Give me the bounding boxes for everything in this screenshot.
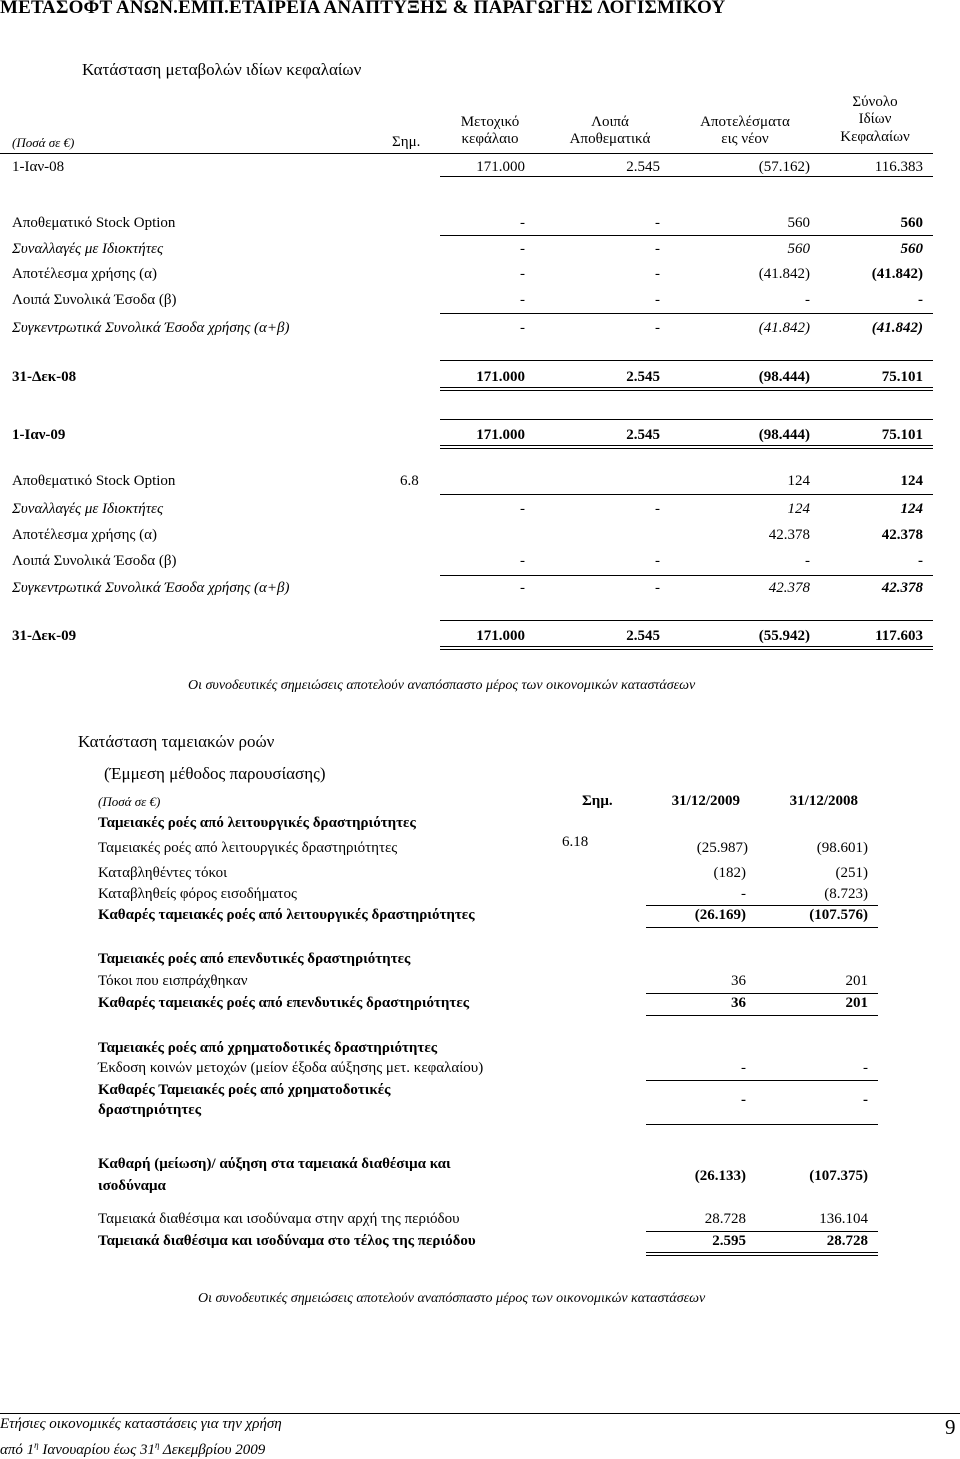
cashflow-row-2009: (25.987)	[696, 840, 748, 856]
equity-row-retained-earnings: 560	[787, 215, 810, 231]
cashflow-currency-label: (Ποσά σε €)	[98, 794, 161, 809]
row-rule	[646, 1080, 878, 1081]
equity-currency-label: (Ποσά σε €)	[12, 135, 75, 150]
equity-row-label: Συγκεντρωτικά Συνολικά Έσοδα χρήσης (α+β)	[12, 320, 290, 336]
equity-row-label: Λοιπά Συνολικά Έσοδα (β)	[12, 292, 177, 308]
col-total-equity-line3: Κεφαλαίων	[840, 128, 910, 145]
col-other-reserves-header	[555, 114, 665, 149]
row-rule	[646, 1231, 878, 1232]
col-total-equity-line1: Σύνολο	[852, 94, 898, 110]
equity-row-retained-earnings: (98.444)	[758, 369, 810, 385]
col-total-equity-line2: Ιδίων	[858, 111, 892, 128]
cashflow-row-2009: -	[741, 1092, 746, 1108]
row-rule	[440, 313, 933, 314]
equity-row-other-reserves: -	[655, 501, 660, 517]
equity-row-retained-earnings: -	[805, 292, 810, 308]
col-other-reserves-line1: Λοιπά	[591, 114, 629, 130]
cashflow-section-heading: Ταμειακές ροές από επενδυτικές δραστηριότητες	[98, 951, 411, 967]
cashflow-col-2009: 31/12/2009	[671, 793, 740, 809]
equity-row-total: -	[918, 292, 923, 308]
cashflow-row-2008: 201	[845, 973, 868, 989]
equity-row-label: Συναλλαγές με Ιδιοκτήτες	[12, 501, 164, 517]
cashflow-col-2008: 31/12/2008	[789, 793, 858, 809]
equity-row-other-reserves: -	[655, 580, 660, 596]
equity-row-label: 31-Δεκ-09	[12, 628, 77, 644]
equity-row-label: 31-Δεκ-08	[12, 369, 77, 385]
cashflow-row-label-line2: ισοδύναμα	[98, 1178, 166, 1195]
company-name: ΜΕΤΑΣΟΦΤ ΑΝΩΝ.ΕΜΠ.ΕΤΑΙΡΕΙΑ ΑΝΑΠΤΥΞΗΣ & ΠΑΡΑΓΩΓΗΣ ΛΟΓΙΣΜΙΚΟΥ	[0, 0, 726, 18]
equity-statement-title: Κατάσταση μεταβολών ιδίων κεφαλαίων	[82, 60, 362, 79]
equity-row-share-capital: -	[520, 553, 525, 569]
equity-row-other-reserves: -	[655, 266, 660, 282]
row-rule	[646, 905, 878, 906]
col-other-reserves-line2: Αποθεματικά	[569, 131, 651, 148]
cashflow-section-heading: Ταμειακές ροές από χρηματοδοτικές δραστηριότητες	[98, 1040, 438, 1056]
equity-row-label: Συναλλαγές με Ιδιοκτήτες	[12, 241, 164, 257]
double-rule	[646, 1252, 878, 1256]
equity-row-label: Λοιπά Συνολικά Έσοδα (β)	[12, 553, 177, 569]
equity-row-other-reserves: 2.545	[626, 628, 660, 644]
cashflow-note-header: Σημ.	[582, 793, 613, 809]
equity-row-retained-earnings: (41.842)	[758, 320, 810, 336]
cashflow-row-2009: 2.595	[712, 1233, 746, 1249]
cashflow-row-2009: -	[741, 1060, 746, 1076]
cashflow-row-note: 6.18	[562, 834, 589, 850]
row-rule	[646, 993, 878, 994]
equity-row-total: 117.603	[875, 628, 923, 644]
equity-row-share-capital: 171.000	[476, 159, 525, 175]
equity-header-rule	[0, 153, 933, 154]
equity-row-total: 560	[900, 241, 923, 257]
cashflow-row-label: Έκδοση κοινών μετοχών (μείον έξοδα αύξησης μετ. κεφαλαίου)	[98, 1060, 484, 1076]
equity-row-total: (41.842)	[871, 266, 923, 282]
cashflow-footnote: Οι συνοδευτικές σημειώσεις αποτελούν αναπόσπαστο μέρος των οικονομικών καταστάσεων	[198, 1291, 706, 1306]
cashflow-row-2008: -	[863, 1092, 868, 1108]
equity-row-total: 116.383	[874, 159, 923, 175]
cashflow-row-label-line1: Καθαρές Ταμειακές ροές από χρηματοδοτικές	[98, 1082, 391, 1098]
footer-rule	[0, 1413, 960, 1414]
cashflow-row-2009: 36	[731, 973, 746, 989]
cashflow-row-label-line1: Καθαρή (μείωση)/ αύξηση στα ταμειακά διαθέσιμα και	[98, 1156, 451, 1172]
row-rule	[440, 235, 933, 236]
cashflow-row-2008: 201	[845, 995, 868, 1011]
equity-row-total: 42.378	[881, 527, 923, 543]
equity-row-share-capital: -	[520, 320, 525, 336]
equity-row-share-capital: -	[520, 241, 525, 257]
double-rule	[440, 646, 933, 650]
equity-row-retained-earnings: (55.942)	[758, 628, 810, 644]
equity-row-retained-earnings: 124	[787, 473, 810, 489]
equity-row-note: 6.8	[400, 473, 419, 489]
equity-row-label: 1-Ιαν-09	[12, 427, 66, 443]
row-rule	[646, 1015, 878, 1016]
cashflow-row-label: Ταμειακές ροές από λειτουργικές δραστηριότητες	[98, 840, 398, 856]
equity-row-other-reserves: -	[655, 320, 660, 336]
equity-row-total: 75.101	[881, 427, 923, 443]
cashflow-row-2008: (107.576)	[809, 907, 868, 923]
equity-row-retained-earnings: (57.162)	[758, 159, 810, 175]
footer-line1: Ετήσιες οικονομικές καταστάσεις για την χρήση	[0, 1416, 282, 1432]
cashflow-row-label	[98, 1156, 451, 1196]
equity-row-other-reserves: 2.545	[626, 159, 660, 175]
col-share-capital-line2: κεφάλαιο	[461, 131, 519, 148]
col-total-equity-header	[820, 94, 930, 146]
footer-line2-a: από 1	[0, 1442, 35, 1458]
double-rule	[440, 445, 933, 449]
cashflow-row-2008: (251)	[835, 865, 868, 881]
equity-row-share-capital: -	[520, 292, 525, 308]
equity-row-total: 75.101	[881, 369, 923, 385]
cashflow-row-2009: -	[741, 886, 746, 902]
equity-row-other-reserves: 2.545	[626, 427, 660, 443]
cashflow-subtitle: (Έμμεση μέθοδος παρουσίασης)	[104, 764, 326, 783]
equity-row-share-capital: 171.000	[476, 369, 525, 385]
row-rule	[440, 176, 933, 177]
equity-row-retained-earnings: 560	[787, 241, 810, 257]
double-rule	[440, 387, 933, 391]
equity-row-retained-earnings: -	[805, 553, 810, 569]
cashflow-row-2009: 28.728	[704, 1211, 746, 1227]
equity-row-other-reserves: 2.545	[626, 369, 660, 385]
equity-row-retained-earnings: (41.842)	[758, 266, 810, 282]
equity-row-label: Αποθεματικό Stock Option	[12, 473, 176, 489]
row-rule	[440, 419, 933, 420]
equity-row-other-reserves: -	[655, 241, 660, 257]
cashflow-row-2008: (8.723)	[824, 886, 868, 902]
row-rule	[440, 360, 933, 361]
equity-row-label: Αποθεματικό Stock Option	[12, 215, 176, 231]
cashflow-row-label: Καταβληθείς φόρος εισοδήματος	[98, 886, 297, 902]
cashflow-section-heading: Ταμειακές ροές από λειτουργικές δραστηριότητες	[98, 815, 416, 831]
footer-line2-c: Δεκεμβρίου 2009	[159, 1442, 266, 1458]
equity-row-share-capital: 171.000	[476, 427, 525, 443]
cashflow-row-label: Καθαρές ταμειακές ροές από λειτουργικές δραστηριότητες	[98, 907, 475, 923]
footer-sup1: η	[34, 1440, 39, 1450]
cashflow-row-2008: (98.601)	[816, 840, 868, 856]
cashflow-row-2008: 28.728	[826, 1233, 868, 1249]
equity-row-share-capital: -	[520, 215, 525, 231]
equity-row-other-reserves: -	[655, 553, 660, 569]
cashflow-row-2009: (26.133)	[694, 1168, 746, 1184]
cashflow-row-label: Τόκοι που εισπράχθηκαν	[98, 973, 248, 989]
cashflow-row-label-line2: δραστηριότητες	[98, 1102, 202, 1119]
row-rule	[646, 927, 878, 928]
row-rule	[440, 494, 933, 495]
equity-row-total: 124	[900, 473, 923, 489]
equity-row-label: 1-Ιαν-08	[12, 159, 65, 175]
footer-line2	[0, 1440, 265, 1459]
col-retained-earnings-line1: Αποτελέσματα	[700, 114, 790, 130]
equity-row-total: 42.378	[881, 580, 923, 596]
page-number: 9	[945, 1415, 956, 1439]
cashflow-row-2009: 36	[731, 995, 746, 1011]
equity-row-total: 124	[900, 501, 923, 517]
equity-row-label: Αποτέλεσμα χρήσης (α)	[12, 527, 157, 543]
cashflow-row-2009: (26.169)	[694, 907, 746, 923]
row-rule	[646, 1124, 878, 1125]
col-retained-earnings-line2: εις νέον	[721, 131, 769, 148]
cashflow-row-label	[98, 1082, 391, 1120]
equity-row-retained-earnings: (98.444)	[758, 427, 810, 443]
equity-row-retained-earnings: 42.378	[768, 580, 810, 596]
cashflow-row-2008: (107.375)	[809, 1168, 868, 1184]
equity-row-retained-earnings: 42.378	[768, 527, 810, 543]
cashflow-row-2009: (182)	[713, 865, 746, 881]
cashflow-row-label: Ταμειακά διαθέσιμα και ισοδύναμα στο τέλος της περιόδου	[98, 1233, 476, 1249]
equity-row-retained-earnings: 124	[787, 501, 810, 517]
cashflow-row-label: Καταβληθέντες τόκοι	[98, 865, 228, 881]
col-retained-earnings-header	[680, 114, 810, 149]
equity-row-other-reserves: -	[655, 215, 660, 231]
row-rule	[440, 620, 933, 621]
equity-row-share-capital: -	[520, 501, 525, 517]
equity-row-total: 560	[900, 215, 923, 231]
col-share-capital-header	[440, 114, 540, 149]
footer-line2-b: Ιανουαρίου έως 31	[38, 1442, 155, 1458]
row-rule	[440, 575, 933, 576]
cashflow-row-label: Καθαρές ταμειακές ροές από επενδυτικές δραστηριότητες	[98, 995, 470, 1011]
equity-row-total: -	[918, 553, 923, 569]
equity-row-label: Συγκεντρωτικά Συνολικά Έσοδα χρήσης (α+β)	[12, 580, 290, 596]
equity-row-share-capital: -	[520, 266, 525, 282]
cashflow-row-2008: -	[863, 1060, 868, 1076]
footer-sup2: η	[154, 1440, 160, 1450]
col-share-capital-line1: Μετοχικό	[460, 114, 520, 130]
cashflow-row-2008: 136.104	[819, 1211, 868, 1227]
equity-row-total: (41.842)	[871, 320, 923, 336]
equity-footnote: Οι συνοδευτικές σημειώσεις αποτελούν αναπόσπαστο μέρος των οικονομικών καταστάσεων	[188, 678, 696, 693]
cashflow-row-label: Ταμειακά διαθέσιμα και ισοδύναμα στην αρχή της περιόδου	[98, 1211, 460, 1227]
equity-note-header: Σημ.	[392, 134, 421, 150]
equity-row-share-capital: -	[520, 580, 525, 596]
equity-row-other-reserves: -	[655, 292, 660, 308]
equity-row-share-capital: 171.000	[476, 628, 525, 644]
cashflow-title: Κατάσταση ταμειακών ροών	[78, 732, 275, 751]
equity-row-label: Αποτέλεσμα χρήσης (α)	[12, 266, 157, 282]
